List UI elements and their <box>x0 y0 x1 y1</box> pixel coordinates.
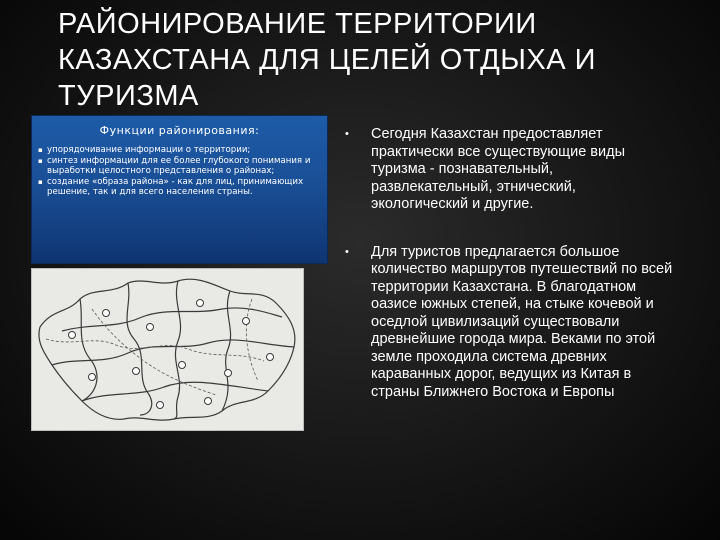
square-bullet-icon: ▪ <box>38 146 43 154</box>
bullet-text: Сегодня Казахстан предоставляет практически все существующие виды туризма - познавательный, развлекательный, этнический, экологический и другие. <box>371 126 625 212</box>
bullet-icon: • <box>345 245 349 258</box>
panel-item-text: упорядочивание информации о территории; <box>47 145 251 155</box>
panel-list-item <box>38 156 321 177</box>
square-bullet-icon: ▪ <box>38 156 43 165</box>
bullet-text: Для туристов предлагается большое количество маршрутов путешествий по всей территории Казахстана. В благодатном оазисе южных степей, на стыке кочевой и оседлой цивилизаций существовали древнейшие города мира. Веками по этой земле проходила система древних караванных дорог, ведущих из Китая в страны Ближнего Востока и Европы <box>371 243 673 400</box>
map-node <box>133 368 140 375</box>
map-node <box>243 318 250 325</box>
route-line <box>46 339 264 361</box>
panel-list-item <box>38 145 321 156</box>
map-node <box>103 310 110 317</box>
bullet-icon: • <box>345 128 349 140</box>
map-node <box>69 332 76 339</box>
map-node <box>205 398 212 405</box>
kazakhstan-regions-map <box>31 268 304 431</box>
bullet-item <box>345 126 675 214</box>
map-node <box>197 300 204 307</box>
title-line: РАЙОНИРОВАНИЕ ТЕРРИТОРИИ <box>58 8 537 40</box>
panel-list <box>38 145 321 198</box>
map-node <box>225 370 232 377</box>
bullet-item <box>345 244 675 402</box>
country-outline <box>39 279 295 420</box>
region-border <box>80 299 97 401</box>
region-border <box>52 340 294 365</box>
map-node <box>89 374 96 381</box>
title-line: ТУРИЗМА <box>58 80 199 112</box>
region-border <box>82 382 268 401</box>
title-line: КАЗАХСТАНА ДЛЯ ЦЕЛЕЙ ОТДЫХА И <box>58 44 597 76</box>
panel-item-text: синтез информации для ее более глубокого понимания и выработки целостного представления о районах; <box>47 155 311 176</box>
square-bullet-icon: ▪ <box>38 177 43 186</box>
map-node <box>179 362 186 369</box>
panel-heading: Функции районирования: <box>99 124 260 137</box>
route-line <box>246 299 258 381</box>
slide-title <box>58 6 678 114</box>
bullet-list <box>345 126 675 401</box>
panel-list-item <box>38 177 321 198</box>
map-node <box>267 354 274 361</box>
region-border <box>174 281 181 419</box>
map-node <box>147 324 154 331</box>
map-drawing <box>32 269 303 430</box>
map-node <box>157 402 164 409</box>
regionalization-functions-panel <box>31 115 328 264</box>
panel-item-text: создание «образа района» - как для лиц, принимающих решение, так и для всего населения страны. <box>47 176 304 197</box>
